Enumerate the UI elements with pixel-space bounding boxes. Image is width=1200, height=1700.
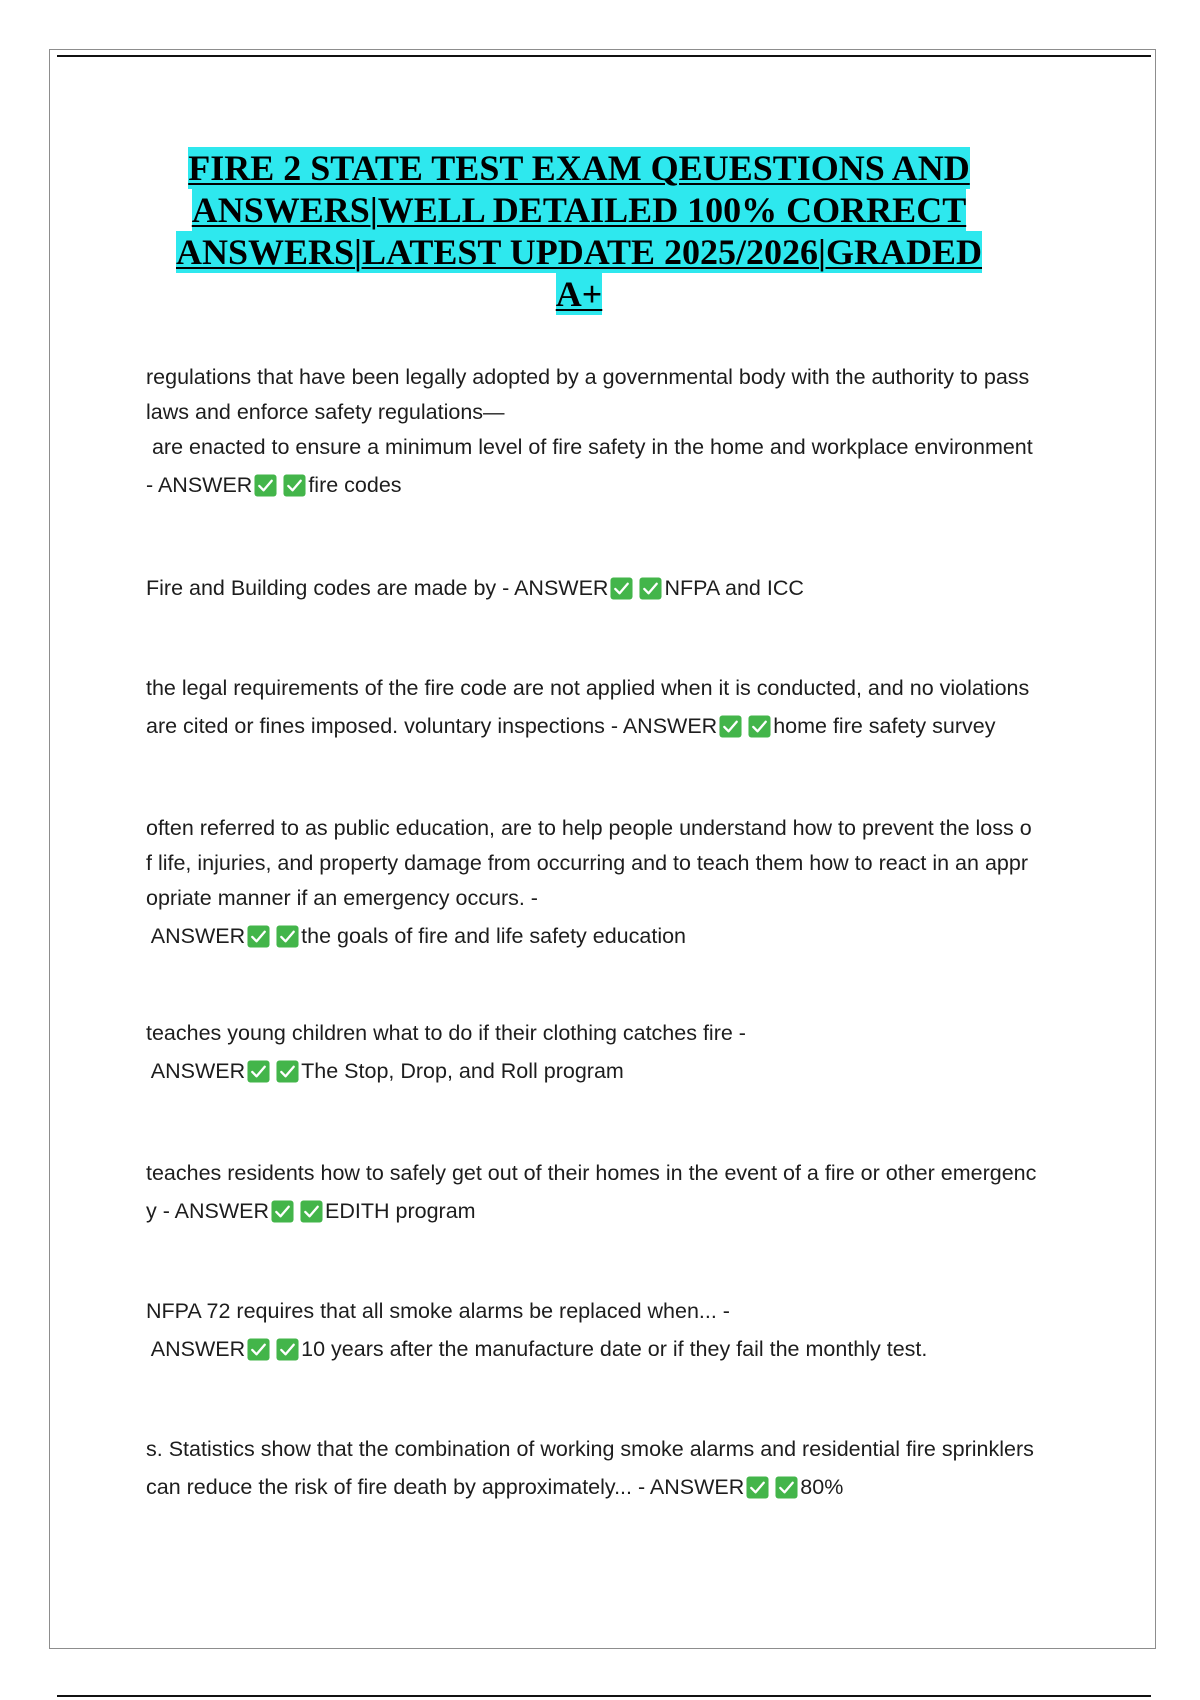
check-mark-icon xyxy=(247,1060,270,1083)
check-mark-icon xyxy=(746,1476,769,1499)
qa-item xyxy=(146,571,804,606)
answer-line xyxy=(146,709,1029,744)
answer-line xyxy=(146,468,1033,503)
answer-text: 80% xyxy=(800,1475,844,1499)
question-line: are enacted to ensure a minimum level of fire safety in the home and workplace environment xyxy=(146,435,1033,459)
question-line: opriate manner if an emergency occurs. - xyxy=(146,886,538,910)
top-rule xyxy=(57,55,1151,57)
answer-line xyxy=(146,919,1032,954)
title-line: ANSWERS|LATEST UPDATE 2025/2026|GRADED xyxy=(176,232,982,272)
answer-text: the goals of fire and life safety education xyxy=(301,924,687,948)
title-line: FIRE 2 STATE TEST EXAM QEUESTIONS AND xyxy=(188,148,970,188)
qa-item xyxy=(146,1432,1034,1505)
answer-lead: can reduce the risk of fire death by approximately... - ANSWER xyxy=(146,1475,745,1499)
bottom-rule xyxy=(57,1695,1151,1697)
answer-lead: Fire and Building codes are made by - ANSWER xyxy=(146,576,609,600)
answer-line xyxy=(146,1194,1036,1229)
answer-line xyxy=(146,1054,746,1089)
check-mark-icon xyxy=(276,1060,299,1083)
answer-text: home fire safety survey xyxy=(773,714,996,738)
check-mark-icon xyxy=(271,1200,294,1223)
check-mark-icon xyxy=(247,1338,270,1361)
answer-text: The Stop, Drop, and Roll program xyxy=(301,1059,624,1083)
qa-item xyxy=(146,671,1029,744)
question-line: regulations that have been legally adopted by a governmental body with the authority to pass xyxy=(146,365,1030,389)
answer-lead: - ANSWER xyxy=(146,473,253,497)
question-line: s. Statistics show that the combination of working smoke alarms and residential fire sprinklers xyxy=(146,1437,1034,1461)
qa-item xyxy=(146,811,1032,954)
answer-text: NFPA and ICC xyxy=(664,576,804,600)
title-line: A+ xyxy=(555,274,603,314)
question-line: NFPA 72 requires that all smoke alarms be replaced when... - xyxy=(146,1299,730,1323)
check-mark-icon xyxy=(610,577,633,600)
qa-item xyxy=(146,360,1033,503)
answer-lead: y - ANSWER xyxy=(146,1199,270,1223)
answer-lead: ANSWER xyxy=(146,1337,246,1361)
answer-line xyxy=(146,571,804,606)
check-mark-icon xyxy=(247,925,270,948)
qa-item xyxy=(146,1156,1036,1229)
question-line: teaches young children what to do if their clothing catches fire - xyxy=(146,1021,746,1045)
answer-text: EDITH program xyxy=(325,1199,476,1223)
answer-lead: ANSWER xyxy=(146,924,246,948)
answer-lead: are cited or fines imposed. voluntary inspections - ANSWER xyxy=(146,714,718,738)
check-mark-icon xyxy=(276,1338,299,1361)
title-line: ANSWERS|WELL DETAILED 100% CORRECT xyxy=(191,190,967,230)
check-mark-icon xyxy=(748,715,771,738)
question-line: laws and enforce safety regulations— xyxy=(146,400,505,424)
answer-line xyxy=(146,1470,1034,1505)
answer-text: fire codes xyxy=(308,473,402,497)
check-mark-icon xyxy=(300,1200,323,1223)
check-mark-icon xyxy=(276,925,299,948)
check-mark-icon xyxy=(639,577,662,600)
check-mark-icon xyxy=(719,715,742,738)
qa-item xyxy=(146,1016,746,1089)
question-line: the legal requirements of the fire code are not applied when it is conducted, and no violations xyxy=(146,676,1030,700)
qa-item xyxy=(146,1294,927,1367)
answer-text: 10 years after the manufacture date or if they fail the monthly test. xyxy=(301,1337,928,1361)
answer-lead: ANSWER xyxy=(146,1059,246,1083)
question-line: f life, injuries, and property damage from occurring and to teach them how to react in an appr xyxy=(146,851,1028,875)
question-line: often referred to as public education, are to help people understand how to prevent the loss o xyxy=(146,816,1032,840)
answer-line xyxy=(146,1332,927,1367)
check-mark-icon xyxy=(283,474,306,497)
check-mark-icon xyxy=(775,1476,798,1499)
check-mark-icon xyxy=(254,474,277,497)
question-line: teaches residents how to safely get out of their homes in the event of a fire or other emergenc xyxy=(146,1161,1037,1185)
document-title xyxy=(146,147,1012,315)
